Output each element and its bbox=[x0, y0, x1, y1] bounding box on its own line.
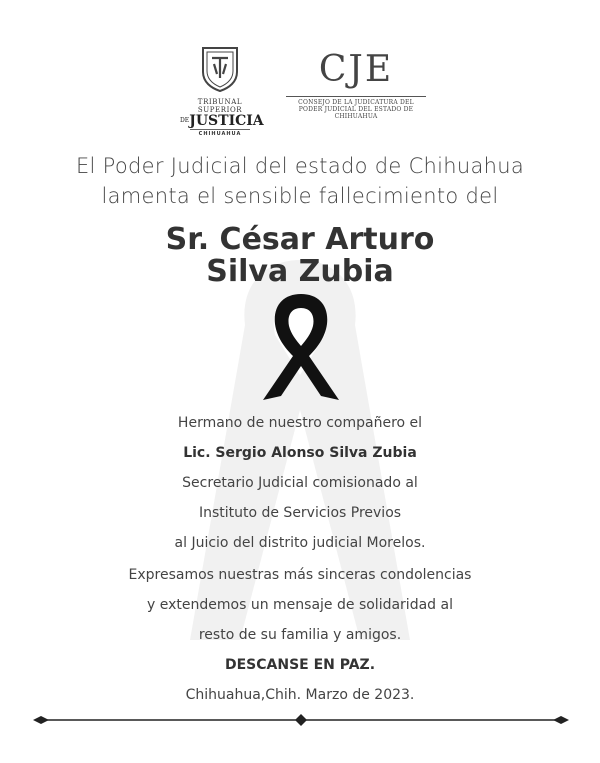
date-line: Chihuahua,Chih. Marzo de 2023. bbox=[185, 687, 415, 703]
cje-letters: CJE bbox=[318, 49, 394, 90]
body-line-1: Hermano de nuestro compañero el bbox=[177, 415, 423, 431]
deceased-name-line-2: Silva Zubia bbox=[206, 254, 394, 289]
closing-text: DESCANSE EN PAZ. bbox=[224, 657, 376, 673]
tribunal-seal-icon bbox=[195, 44, 245, 92]
body-line-7: y extendemos un mensaje de solidaridad al bbox=[147, 597, 453, 613]
cje-line2: PODER JUDICIAL DEL ESTADO DE CHIHUAHUA bbox=[298, 106, 414, 120]
intro-line-2: lamenta el sensible fallecimiento del bbox=[101, 184, 499, 208]
tribunal-prefix: DE bbox=[180, 117, 190, 124]
cje-rule bbox=[286, 96, 426, 97]
body-line-5: al Juicio del distrito judicial Morelos. bbox=[174, 535, 426, 551]
tribunal-logo bbox=[180, 44, 264, 137]
body-line-4: Instituto de Servicios Previos bbox=[198, 505, 402, 521]
tribunal-top-text: TRIBUNAL SUPERIOR bbox=[197, 98, 243, 114]
colleague-name: Lic. Sergio Alonso Silva Zubia bbox=[183, 445, 417, 461]
tribunal-main-text bbox=[180, 113, 264, 129]
ornamental-divider bbox=[33, 712, 569, 728]
tribunal-bottom-text: CHIHUAHUA bbox=[190, 129, 250, 137]
body-line-6: Expresamos nuestras más sinceras condolencias bbox=[128, 567, 472, 583]
intro-line-1: El Poder Judicial del estado de Chihuahua bbox=[75, 154, 525, 178]
tribunal-justicia: JUSTICIA bbox=[189, 113, 264, 129]
cje-logo bbox=[282, 50, 430, 120]
body-line-3: Secretario Judicial comisionado al bbox=[182, 475, 418, 491]
deceased-name-line-1: Sr. César Arturo bbox=[165, 222, 435, 257]
cje-line1: CONSEJO DE LA JUDICATURA DEL bbox=[298, 99, 414, 106]
body-line-8: resto de su familia y amigos. bbox=[198, 627, 402, 643]
mourning-ribbon-icon bbox=[259, 292, 343, 404]
